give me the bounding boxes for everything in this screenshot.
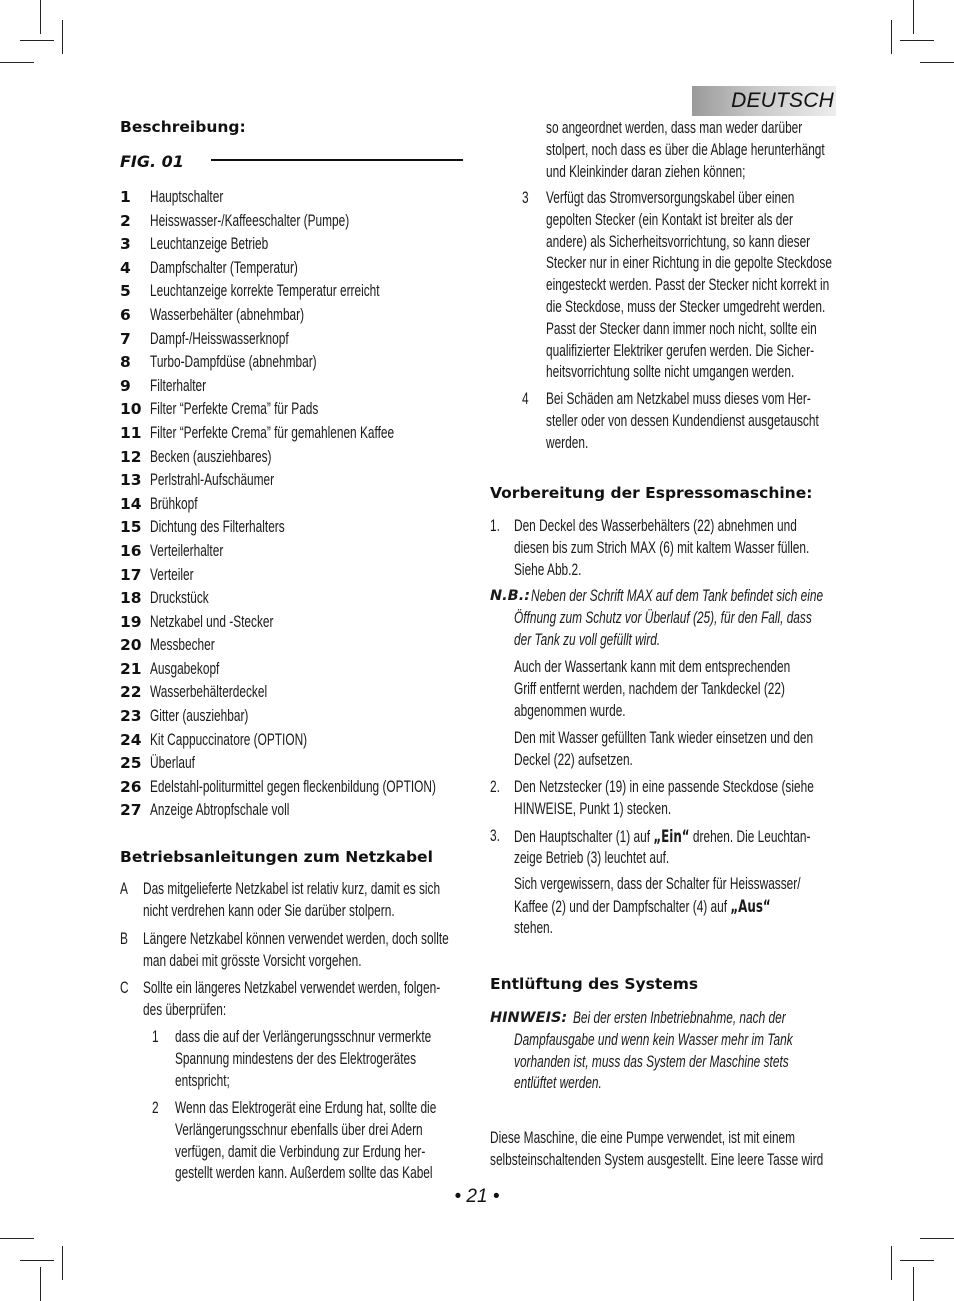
text-line: werden. (546, 433, 589, 452)
text-line: entspricht; (175, 1071, 230, 1090)
text-line: Wenn das Elektrogerät eine Erdung hat, sollte die (175, 1099, 437, 1117)
part-label: Becken (ausziehbares) (150, 447, 272, 466)
part-number: 13 (120, 471, 142, 490)
part-label: Filter “Perfekte Crema” für gemahlenen Kaffee (150, 423, 395, 442)
part-number: 14 (120, 494, 142, 513)
part-label: Überlauf (150, 754, 195, 773)
pump-paragraph (490, 1128, 953, 1172)
text-line: Passt der Stecker dann immer noch nicht, sollte ein (546, 319, 817, 338)
part-item (120, 564, 470, 588)
part-number: 26 (120, 777, 142, 796)
part-item (120, 634, 470, 658)
text-line: stehen. (514, 918, 553, 937)
text-line: Auch der Wassertank kann mit dem entsprechenden (514, 658, 791, 676)
text-line: man dabei mit grösste Vorsicht vorgehen. (143, 951, 362, 970)
text-line: Bei Schäden am Netzkabel muss dieses vom Her- (546, 390, 811, 408)
text-line: verfügen, damit die Verbindung zur Erdung her- (175, 1142, 426, 1161)
part-label: Wasserbehälterdeckel (150, 683, 268, 702)
text-line: dass die auf der Verlängerungsschnur vermerkte (175, 1028, 432, 1046)
crop-mark (62, 1246, 63, 1280)
paragraph-einsetzen (514, 728, 929, 772)
part-number: 27 (120, 801, 142, 820)
crop-mark (40, 1267, 41, 1301)
part-label: Verteilerhalter (150, 541, 224, 560)
list-marker: 2 (152, 1099, 159, 1117)
list-marker: B (120, 930, 128, 948)
list-marker: 3 (522, 189, 529, 207)
paragraph-schalter (514, 874, 912, 939)
part-number: 8 (120, 353, 131, 372)
part-number: 11 (120, 423, 142, 442)
part-item (120, 304, 470, 328)
part-number: 6 (120, 305, 131, 324)
text-line: Den mit Wasser gefüllten Tank wieder einsetzen und den (514, 729, 814, 747)
part-number: 2 (120, 211, 131, 230)
language-tab (692, 86, 836, 116)
fig-rule (211, 159, 463, 161)
part-item (120, 752, 470, 776)
part-item (120, 446, 470, 470)
part-label: Messbecher (150, 636, 215, 655)
text-line: Das mitgelieferte Netzkabel ist relativ kurz, damit es sich (143, 880, 441, 898)
part-number: 21 (120, 659, 142, 678)
text-line: Spannung mindestens der des Elektrogerätes (175, 1049, 417, 1068)
part-item (120, 729, 470, 753)
part-label: Leuchtanzeige korrekte Temperatur erreicht (150, 282, 380, 301)
part-label: Dichtung des Filterhalters (150, 518, 285, 537)
crop-mark (913, 0, 914, 34)
text-line: Stecker nur in einer Richtung in die gepolte Steckdose (546, 254, 832, 273)
text-line: Sollte ein längeres Netzkabel verwendet werden, folgen- (143, 979, 441, 997)
list-marker: C (120, 979, 129, 997)
part-item (120, 587, 470, 611)
part-item (120, 469, 470, 493)
netzkabel-heading: Betriebsanleitungen zum Netzkabel (120, 848, 433, 866)
text-line: Griff entfernt werden, nachdem der Tankdeckel (22) (514, 679, 785, 698)
text-line: heitsvorrichtung sollte nicht umgangen werden. (546, 363, 795, 382)
list-marker: 2. (490, 778, 500, 796)
part-item (120, 210, 470, 234)
part-number: 19 (120, 612, 142, 631)
text-line: Den Netzstecker (19) in eine passende Steckdose (siehe (514, 778, 814, 796)
aus-emphasis: „Aus“ (730, 896, 771, 916)
part-item (120, 257, 470, 281)
paragraph-tank (514, 657, 898, 722)
part-number: 22 (120, 683, 142, 702)
crop-mark (20, 40, 54, 41)
text-line: steller oder von dessen Kundendienst ausgetauscht (546, 411, 819, 430)
crop-mark (900, 40, 934, 41)
crop-mark (891, 1246, 892, 1280)
text-line: selbsteinschaltenden System ausgestellt. Eine leere Tasse wird (490, 1150, 824, 1169)
text-line: nicht verdrehen kann oder Sie darüber stolpern. (143, 901, 395, 920)
beschreibung-heading: Beschreibung: (120, 118, 246, 136)
text-line: Neben der Schrift MAX auf dem Tank befindet sich eine (531, 587, 824, 605)
crop-mark (920, 62, 954, 63)
part-label: Ausgabekopf (150, 659, 220, 678)
part-item (120, 516, 470, 540)
part-number: 20 (120, 636, 142, 655)
part-label: Verteiler (150, 565, 194, 584)
text-line: gestellt werden kann. Außerdem sollte das Kabel (175, 1164, 433, 1183)
part-number: 10 (120, 400, 142, 419)
page-number: • 21 • (454, 1186, 500, 1207)
part-item (120, 328, 470, 352)
part-item (120, 351, 470, 375)
part-item (120, 540, 470, 564)
text-line: Diese Maschine, die eine Pumpe verwendet, ist mit einem (490, 1129, 796, 1147)
part-label: Hauptschalter (150, 188, 224, 206)
text-line: eingesteckt werden. Passt der Stecker nicht korrekt in (546, 276, 830, 295)
part-item (120, 493, 470, 517)
entlueftung-heading: Entlüftung des Systems (490, 975, 699, 993)
part-label: Gitter (ausziehbar) (150, 707, 249, 726)
text-line: HINWEISE, Punkt 1) stecken. (514, 799, 672, 818)
text-line: gepolten Stecker (ein Kontakt ist breiter als der (546, 210, 793, 229)
crop-mark (913, 1267, 914, 1301)
part-number: 23 (120, 707, 142, 726)
part-item (120, 658, 470, 682)
part-number: 17 (120, 565, 142, 584)
part-number: 5 (120, 282, 131, 301)
text-line: entlüftet werden. (514, 1074, 602, 1093)
part-label: Filterhalter (150, 376, 207, 395)
text-line: Dampfausgabe und wenn kein Wasser mehr im Tank (514, 1030, 793, 1049)
part-label: Filter “Perfekte Crema” für Pads (150, 400, 319, 419)
text-fragment: Kaffee (2) und der Dampfschalter (4) auf (514, 897, 731, 916)
part-item (120, 280, 470, 304)
part-label: Kit Cappuccinatore (OPTION) (150, 730, 308, 749)
crop-mark (62, 20, 63, 54)
part-item (120, 776, 470, 800)
part-label: Perlstrahl-Aufschäumer (150, 471, 275, 490)
crop-mark (891, 20, 892, 54)
text-line: abgenommen wurde. (514, 701, 626, 720)
text-line (514, 826, 810, 848)
part-item (120, 705, 470, 729)
part-number: 25 (120, 754, 142, 773)
part-number: 16 (120, 541, 142, 560)
parts-list (120, 186, 470, 823)
text-line: Sich vergewissern, dass der Schalter für Heisswasser/ (514, 875, 801, 893)
part-item (120, 186, 470, 210)
text-fragment: drehen. Die Leuchtan- (689, 828, 811, 846)
part-item (120, 375, 470, 399)
part-number: 18 (120, 589, 142, 608)
text-line (514, 896, 801, 918)
language-tab-label: DEUTSCH (731, 89, 834, 112)
part-label: Dampf-/Heisswasserknopf (150, 329, 289, 348)
text-line: Längere Netzkabel können verwendet werden, doch sollte (143, 930, 449, 948)
text-line: und Kleinkinder daran ziehen können; (546, 162, 746, 181)
continuation-paragraph (546, 118, 933, 183)
part-label: Leuchtanzeige Betrieb (150, 235, 269, 254)
part-item (120, 611, 470, 635)
list-marker: 1 (152, 1028, 159, 1046)
list-marker: 1. (490, 517, 500, 535)
text-line: so angeordnet werden, dass man weder darüber (546, 119, 803, 137)
text-line: Öffnung zum Schutz vor Überlauf (25), für den Fall, dass (514, 608, 812, 627)
part-number: 1 (120, 188, 131, 206)
text-line: des überprüfen: (143, 1000, 227, 1019)
text-line: diesen bis zum Strich MAX (6) mit kaltem Wasser füllen. (514, 538, 810, 557)
part-label: Edelstahl-politurmittel gegen fleckenbildung (OPTION) (150, 777, 436, 796)
crop-mark (900, 1260, 934, 1261)
part-number: 24 (120, 730, 142, 749)
part-label: Druckstück (150, 589, 209, 608)
crop-mark (0, 1238, 34, 1239)
part-label: Heisswasser-/Kaffeeschalter (Pumpe) (150, 211, 350, 230)
list-marker: 4 (522, 390, 529, 408)
text-line: Deckel (22) aufsetzen. (514, 750, 633, 769)
text-line: zeige Betrieb (3) leuchtet auf. (514, 848, 670, 867)
part-item (120, 799, 470, 823)
part-number: 4 (120, 258, 131, 277)
part-number: 9 (120, 376, 131, 395)
text-line: vorhanden ist, muss das System der Maschine stets (514, 1052, 789, 1071)
nb-label: N.B.: (490, 588, 531, 604)
hinweis-label: HINWEIS: (490, 1010, 568, 1026)
ein-emphasis: „Ein“ (653, 827, 690, 846)
part-label: Brühkopf (150, 494, 198, 513)
part-number: 7 (120, 329, 131, 348)
part-number: 12 (120, 447, 142, 466)
crop-mark (40, 0, 41, 34)
part-number: 3 (120, 235, 131, 254)
vorbereitung-heading: Vorbereitung der Espressomaschine: (490, 484, 813, 502)
text-line: stolpert, noch dass es über die Ablage herunterhängt (546, 140, 825, 159)
fig-label: FIG. 01 (120, 152, 184, 171)
part-label: Turbo-Dampfdüse (abnehmbar) (150, 353, 317, 372)
text-line: die Steckdose, muss der Stecker umgedreht werden. (546, 297, 826, 316)
text-line: Verlängerungsschnur ebenfalls über drei Adern (175, 1120, 423, 1139)
part-label: Dampfschalter (Temperatur) (150, 258, 298, 277)
text-line: andere) als Sicherheitsvorrichtung, so kann dieser (546, 232, 811, 251)
text-line: Den Deckel des Wasserbehälters (22) abnehmen und (514, 517, 797, 535)
part-item (120, 422, 470, 446)
part-label: Anzeige Abtropfschale voll (150, 801, 290, 820)
part-item (120, 233, 470, 257)
crop-mark (20, 1260, 54, 1261)
part-item (120, 681, 470, 705)
part-label: Wasserbehälter (abnehmbar) (150, 305, 305, 324)
text-fragment: Den Hauptschalter (1) auf (514, 828, 654, 846)
text-line: qualifizierter Elektriker gerufen werden. Die Sicher- (546, 341, 815, 360)
part-number: 15 (120, 518, 142, 537)
list-marker: A (120, 880, 128, 898)
text-line: Verfügt das Stromversorgungskabel über einen (546, 189, 795, 207)
crop-mark (920, 1238, 954, 1239)
part-item (120, 398, 470, 422)
text-line: der Tank zu voll gefüllt wird. (514, 630, 661, 649)
part-label: Netzkabel und -Stecker (150, 612, 274, 631)
list-marker: 3. (490, 827, 500, 845)
crop-mark (0, 62, 34, 63)
text-line: Bei der ersten Inbetriebnahme, nach der (573, 1009, 786, 1027)
text-line: Siehe Abb.2. (514, 560, 582, 579)
